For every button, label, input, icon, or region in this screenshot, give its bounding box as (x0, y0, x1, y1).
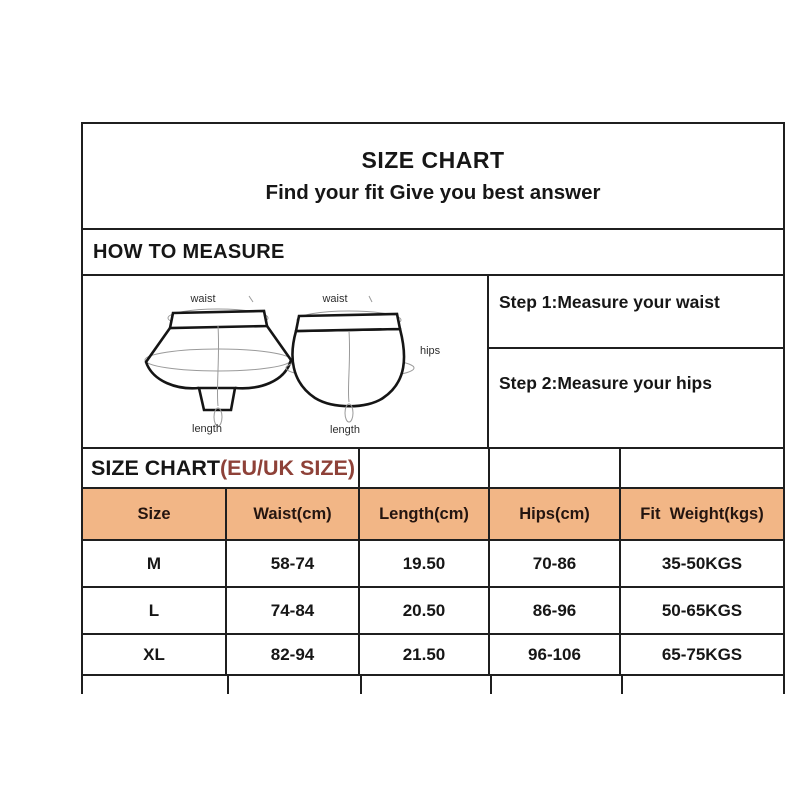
size-chart-heading-row (83, 449, 783, 489)
table-row-m (83, 541, 783, 588)
grid-line (227, 676, 229, 694)
cell-size: L (83, 588, 227, 633)
grid-line (621, 676, 623, 694)
measure-step-1: Step 1:Measure your waist (489, 276, 783, 349)
page-subtitle: Find your fit Give you best answer (265, 181, 601, 204)
size-chart-heading-accent: (EU/UK SIZE) (220, 455, 355, 480)
measure-section (83, 276, 783, 449)
size-chart-heading (83, 449, 360, 487)
table-header-row (83, 489, 783, 541)
table-row-l (83, 588, 783, 635)
table-row-xl (83, 635, 783, 676)
diagram-label-length-right: length (330, 424, 360, 436)
measurement-diagram (83, 276, 489, 447)
column-header-size: Size (83, 489, 227, 539)
diagram-label-waist-right: waist (322, 293, 348, 305)
panty-measure-diagram-icon (83, 276, 487, 447)
empty-cell (621, 449, 783, 487)
empty-cell (490, 449, 621, 487)
how-to-measure-heading: HOW TO MEASURE (83, 230, 783, 276)
column-header-waist: Waist(cm) (227, 489, 360, 539)
cell-waist: 82-94 (227, 635, 360, 674)
diagram-label-length-left: length (192, 423, 222, 435)
cell-waist: 74-84 (227, 588, 360, 633)
cell-length: 20.50 (360, 588, 490, 633)
cutoff-row-stubs (83, 676, 783, 694)
empty-cell (360, 449, 490, 487)
grid-line (360, 676, 362, 694)
diagram-label-hips-right: hips (420, 345, 441, 357)
measure-steps (489, 276, 783, 447)
cell-length: 19.50 (360, 541, 490, 586)
cell-fit-weight: 65-75KGS (661, 644, 743, 664)
grid-line (490, 676, 492, 694)
size-chart-heading-main: SIZE CHART (91, 455, 220, 480)
cell-size: XL (83, 635, 227, 674)
cell-fit-weight: 50-65KGS (661, 600, 743, 620)
column-header-length: Length(cm) (360, 489, 490, 539)
diagram-label-waist-left: waist (190, 293, 216, 305)
cell-length: 21.50 (360, 635, 490, 674)
grid-line (81, 676, 83, 694)
chart-sheet (81, 122, 785, 694)
cell-hips: 96-106 (490, 635, 621, 674)
cell-waist: 58-74 (227, 541, 360, 586)
cell-hips: 86-96 (490, 588, 621, 633)
page-title: SIZE CHART (361, 147, 505, 173)
cell-hips: 70-86 (490, 541, 621, 586)
title-block (83, 124, 783, 230)
column-header-hips: Hips(cm) (490, 489, 621, 539)
cell-fit-weight: 35-50KGS (661, 553, 743, 573)
cell-size: M (83, 541, 227, 586)
column-header-fit-weight: Fit Weight(kgs) (640, 504, 764, 523)
measure-step-2: Step 2:Measure your hips (499, 373, 712, 393)
grid-line (783, 676, 785, 694)
